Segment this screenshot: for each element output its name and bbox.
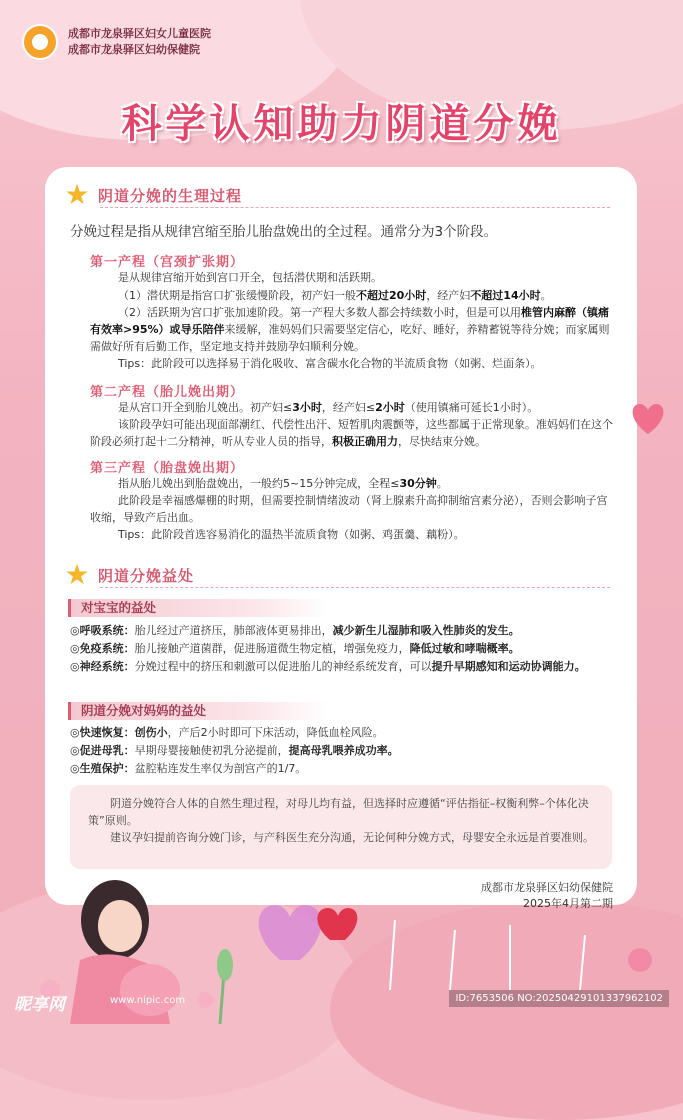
signature-org: 成都市龙泉驿区妇幼保健院 (481, 881, 613, 894)
star-icon: ★ (64, 178, 90, 211)
stage1-title: 第一产程（宫颈扩张期） (90, 255, 245, 270)
watermark-id: ID:7653506 NO:20250429101337962102 (449, 990, 669, 1007)
summary-paragraph: 阴道分娩符合人体的自然生理过程，对母儿均有益，但选择时应遵循“评估指征–权衡利弊–个体化决策”原则。 (88, 797, 589, 827)
watermark-logo: 昵享网 (14, 995, 65, 1015)
heart-icon (250, 890, 360, 970)
signature-date: 2025年4月第二期 (523, 897, 613, 910)
section-header-benefits (62, 560, 194, 590)
stage1-active: （2）活跃期为宫口扩张加速阶段。第一产程大多数人都会持续数小时，但是可以用椎管内麻醉（镇痛有效率>95%）或导乐陪伴来缓解，准妈妈们只需要坚定信心，吃好、睡好，养精蓄锐等待分娩；而家属则需做好所有后勤工作，坚定地支持并鼓励孕妇顺利分娩。 (90, 306, 610, 353)
stage2-title: 第二产程（胎儿娩出期） (90, 385, 245, 400)
benefit-item: ◎呼吸系统：胎儿经过产道挤压，肺部液体更易排出，减少新生儿湿肺和吸入性肺炎的发生。 (70, 624, 520, 637)
watermark-url: www.nipic.com (110, 995, 186, 1006)
baby-benefits-header: 对宝宝的益处 (68, 599, 331, 617)
benefit-item: ◎神经系统：分娩过程中的挤压和刺激可以促进胎儿的神经系统发育，可以提升早期感知和运动协调能力。 (70, 660, 586, 673)
mom-benefits-header: 阴道分娩对妈妈的益处 (68, 702, 331, 720)
star-icon: ★ (64, 558, 90, 591)
summary-box (70, 785, 612, 869)
stage2-line1: 是从宫口开全到胎儿娩出。初产妇≤3小时，经产妇≤2小时（使用镇痛可延长1小时）。 (118, 401, 539, 414)
stage3-line2: 此阶段是幸福感爆棚的时期，但需要控制情绪波动（肾上腺素升高抑制缩宫素分泌），否则会影响子宫收缩，导致产后出血。 (90, 494, 608, 524)
stage3-title: 第三产程（胎盘娩出期） (90, 461, 245, 476)
hospital-name-1: 成都市龙泉驿区妇女儿童医院 (68, 27, 211, 40)
benefit-item: ◎免疫系统：胎儿接触产道菌群，促进肠道微生物定植，增强免疫力，降低过敏和哮喘概率。 (70, 642, 520, 655)
stage1-line1: 是从规律宫缩开始到宫口开全，包括潜伏期和活跃期。 (118, 271, 382, 284)
section-title: 阴道分娩的生理过程 (98, 186, 243, 205)
section-title: 阴道分娩益处 (98, 566, 195, 585)
stage3-tips: Tips：此阶段首选容易消化的温热半流质食物（如粥、鸡蛋羹、藕粉）。 (118, 528, 465, 541)
stage3-line1: 指从胎儿娩出到胎盘娩出，一般约5~15分钟完成，全程≤30分钟。 (118, 477, 448, 490)
stage2-line2: 该阶段孕妇可能出现面部潮红、代偿性出汗、短暂肌肉震颤等，这些都属于正常现象。准妈妈们在这个阶段必须打起十二分精神，听从专业人员的指导，积极正确用力，尽快结束分娩。 (90, 418, 613, 448)
heart-icon (628, 400, 668, 436)
hospital-name-2: 成都市龙泉驿区妇幼保健院 (68, 43, 200, 56)
summary-paragraph: 建议孕妇提前咨询分娩门诊，与产科医生充分沟通，无论何种分娩方式，母婴安全永远是首要准则。 (110, 831, 594, 844)
benefit-item: ◎促进母乳：早期母婴接触使初乳分泌提前，提高母乳喂养成功率。 (70, 744, 399, 757)
stage1-latent: （1）潜伏期是指宫口扩张缓慢阶段，初产妇一般不超过20小时，经产妇不超过14小时。 (118, 289, 552, 302)
benefit-item: ◎快速恢复：创伤小，产后2小时即可下床活动，降低血栓风险。 (70, 726, 384, 739)
section-header-process (62, 180, 242, 210)
divider (100, 587, 610, 589)
intro-text: 分娩过程是指从规律宫缩至胎儿胎盘娩出的全过程。通常分为3个阶段。 (70, 224, 498, 240)
divider (100, 207, 610, 209)
benefit-item: ◎生殖保护：盆腔粘连发生率仅为剖宫产的1/7。 (70, 762, 307, 775)
plant-decoration (360, 900, 680, 990)
hospital-header (22, 24, 211, 60)
page-title: 科学认知助力阴道分娩 (121, 100, 562, 147)
hospital-logo (22, 24, 58, 60)
stage1-tips: Tips：此阶段可以选择易于消化吸收、富含碳水化合物的半流质食物（如粥、烂面条）。 (118, 357, 542, 370)
